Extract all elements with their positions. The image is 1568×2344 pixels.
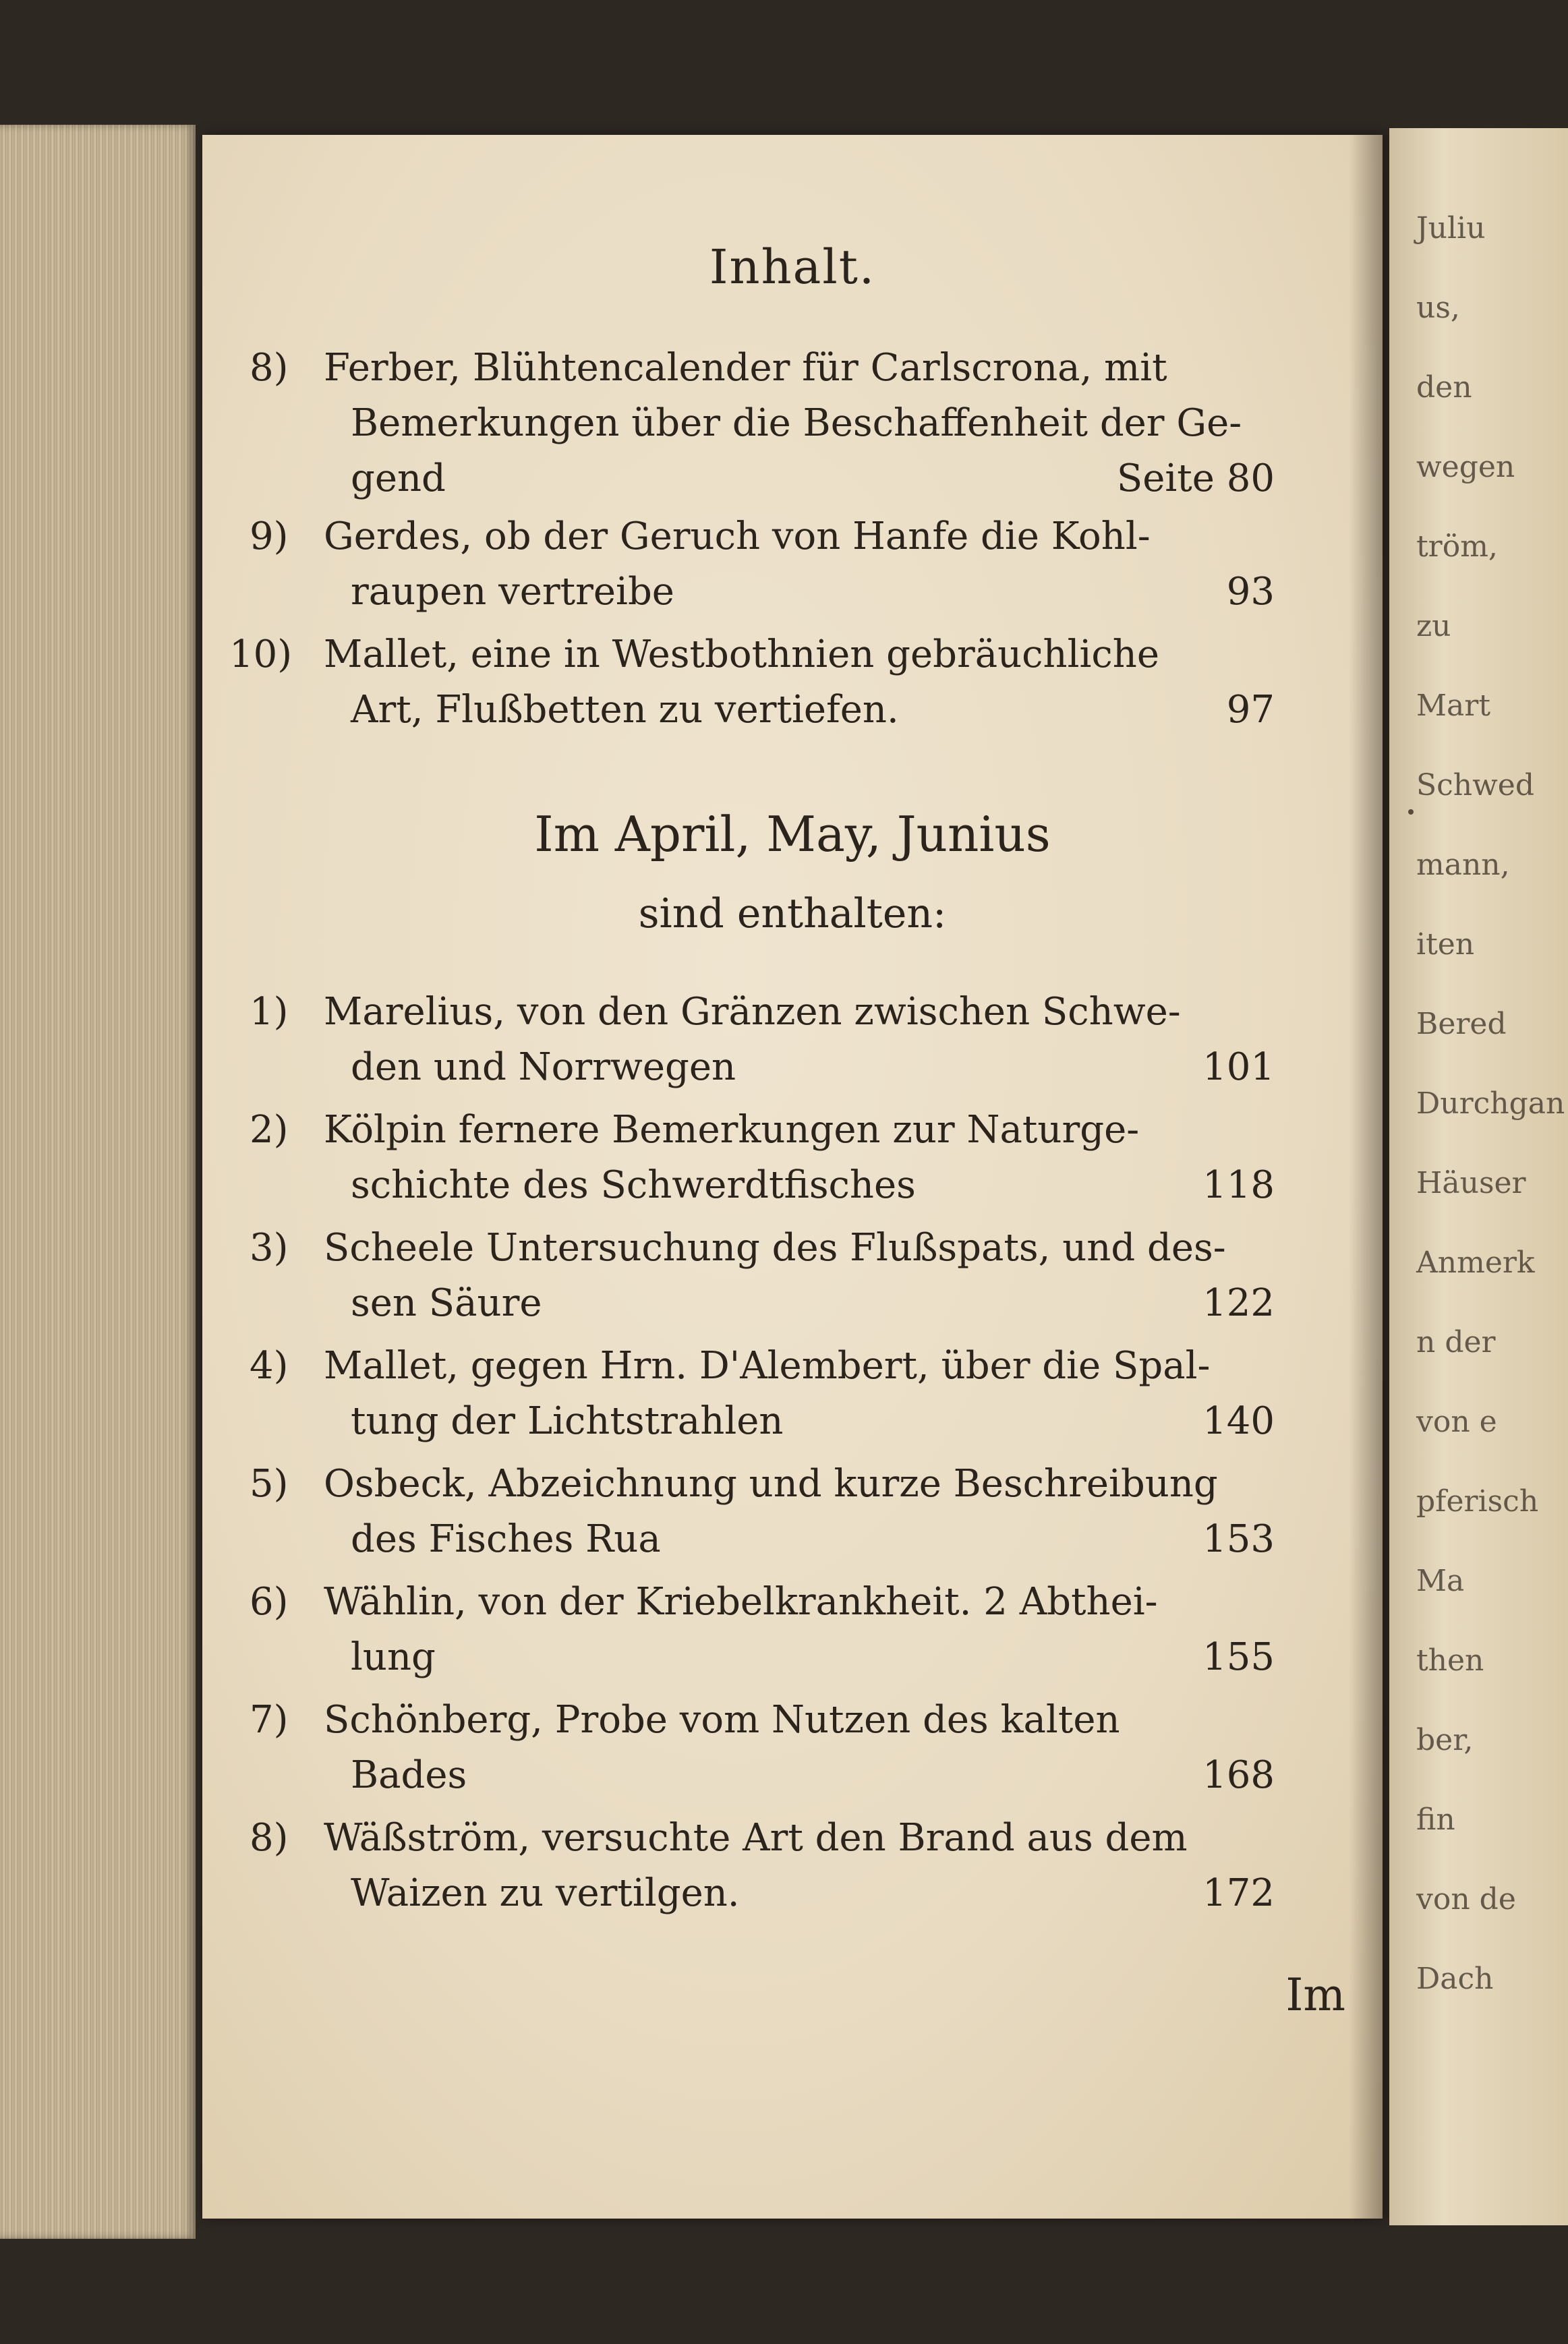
adjacent-page-fragment: Häuser xyxy=(1416,1166,1526,1200)
entry-text: lung xyxy=(351,1635,436,1679)
adjacent-page-fragment: then xyxy=(1416,1643,1484,1678)
entry-line: Ferber, Blühtencalender für Carlscrona, mit xyxy=(324,346,1167,390)
page-number: 172 xyxy=(1202,1871,1275,1915)
adjacent-page-fragment: von e xyxy=(1416,1405,1497,1439)
toc-entry xyxy=(250,1221,1275,1331)
toc-entry xyxy=(229,627,1275,738)
adjacent-page-fragment: den xyxy=(1416,370,1472,405)
entry-line: Gerdes, ob der Geruch von Hanfe die Kohl- xyxy=(324,515,1151,558)
adjacent-page-fragment: Mart xyxy=(1416,688,1490,723)
page-number: 168 xyxy=(1202,1753,1275,1797)
entry-number: 1) xyxy=(250,990,289,1034)
entry-text: schichte des Schwerdtfisches xyxy=(351,1163,916,1207)
entry-number: 7) xyxy=(250,1698,289,1742)
entry-text: Waizen zu vertilgen. xyxy=(351,1871,740,1915)
adjacent-page-fragment: Bered xyxy=(1416,1007,1507,1041)
entry-text: den und Norrwegen xyxy=(351,1045,736,1089)
toc-entry xyxy=(250,1811,1275,1921)
entry-text: raupen vertreibe xyxy=(351,570,674,614)
entry-last-line xyxy=(324,1866,1275,1921)
page-number: 140 xyxy=(1202,1399,1275,1443)
entry-last-line xyxy=(324,451,1275,506)
page-number: 118 xyxy=(1202,1163,1275,1207)
ink-speck xyxy=(1408,809,1414,815)
entry-number: 10) xyxy=(229,633,293,676)
entry-last-line xyxy=(324,1630,1275,1685)
section-title: Im April, May, Junius xyxy=(534,806,1051,862)
adjacent-page-fragment: Schwed xyxy=(1416,768,1534,802)
entry-page xyxy=(1117,451,1275,506)
entry-text: sen Säure xyxy=(351,1281,542,1325)
section-subtitle: sind enthalten: xyxy=(638,890,947,937)
entry-line: Kölpin fernere Bemerkungen zur Naturge- xyxy=(324,1108,1140,1152)
entry-last-line xyxy=(324,682,1275,738)
adjacent-page-fragment: zu xyxy=(1416,609,1451,643)
entry-text: des Fisches Rua xyxy=(351,1517,661,1561)
adjacent-page-fragment: pferisch xyxy=(1416,1484,1539,1519)
page-number: 97 xyxy=(1226,688,1275,732)
toc-entry xyxy=(250,1693,1275,1803)
adjacent-page-fragment: n der xyxy=(1416,1325,1496,1359)
page-number: 155 xyxy=(1202,1635,1275,1679)
adjacent-page-fragment: tröm, xyxy=(1416,529,1498,564)
entry-line: Bemerkungen über die Beschaffenheit der Ge- xyxy=(351,401,1242,445)
book-page-edges xyxy=(0,125,196,2239)
toc-entry xyxy=(250,341,1275,506)
catchword: Im xyxy=(1285,1969,1345,2021)
adjacent-page-fragment: mann, xyxy=(1416,848,1510,882)
page-number: 101 xyxy=(1202,1045,1275,1089)
page-prefix: Seite xyxy=(1116,457,1215,500)
entry-number: 9) xyxy=(250,515,289,558)
page-number: 122 xyxy=(1202,1281,1275,1325)
entry-number: 2) xyxy=(250,1108,289,1152)
entry-number: 5) xyxy=(250,1462,289,1506)
entry-last-line xyxy=(324,1276,1275,1331)
entry-line: Wäßström, versuchte Art den Brand aus dem xyxy=(324,1816,1188,1860)
adjacent-page-fragment: us, xyxy=(1416,291,1460,325)
toc-entry xyxy=(250,1575,1275,1685)
adjacent-page-fragment: fin xyxy=(1416,1803,1455,1837)
entry-line: Mallet, eine in Westbothnien gebräuchliche xyxy=(324,633,1159,676)
entry-last-line xyxy=(324,1158,1275,1213)
entry-number: 3) xyxy=(250,1226,289,1270)
entry-line: Osbeck, Abzeichnung und kurze Beschreibung xyxy=(324,1462,1218,1506)
toc-entry xyxy=(250,1339,1275,1449)
adjacent-page-fragment: von de xyxy=(1416,1882,1516,1916)
entry-last-line xyxy=(324,1512,1275,1567)
entry-line: Schönberg, Probe vom Nutzen des kalten xyxy=(324,1698,1120,1742)
adjacent-page xyxy=(1389,128,1568,2225)
entry-number: 4) xyxy=(250,1344,289,1388)
page-number: 80 xyxy=(1226,457,1275,500)
adjacent-page-fragment: Juliu xyxy=(1416,211,1486,245)
entry-last-line xyxy=(324,1040,1275,1095)
entry-number: 6) xyxy=(250,1580,289,1624)
entry-text: Art, Flußbetten zu vertiefen. xyxy=(351,688,899,732)
page-number: 153 xyxy=(1202,1517,1275,1561)
adjacent-page-text xyxy=(1416,189,1565,2019)
toc-entry xyxy=(250,509,1275,620)
toc-entry xyxy=(250,1103,1275,1213)
adjacent-page-fragment: iten xyxy=(1416,927,1475,962)
entry-line: Mallet, gegen Hrn. D'Alembert, über die Spal- xyxy=(324,1344,1211,1388)
adjacent-page-fragment: Anmerk xyxy=(1416,1246,1535,1280)
entry-number: 8) xyxy=(250,346,289,390)
entry-line: Scheele Untersuchung des Flußspats, und des- xyxy=(324,1226,1226,1270)
page-number: 93 xyxy=(1226,570,1275,614)
entry-number: 8) xyxy=(250,1816,289,1860)
toc-entry xyxy=(250,1457,1275,1567)
entry-last-line xyxy=(324,1748,1275,1803)
entry-text: gend xyxy=(351,457,446,500)
adjacent-page-fragment: Dach xyxy=(1416,1962,1494,1996)
page-heading: Inhalt. xyxy=(709,239,876,295)
adjacent-page-fragment: ber, xyxy=(1416,1723,1474,1757)
entry-last-line xyxy=(324,564,1275,620)
entry-line: Marelius, von den Gränzen zwischen Schwe- xyxy=(324,990,1181,1034)
entry-line: Wählin, von der Kriebelkrankheit. 2 Abthei- xyxy=(324,1580,1158,1624)
entry-last-line xyxy=(324,1394,1275,1449)
adjacent-page-fragment: Ma xyxy=(1416,1564,1465,1598)
entry-text: Bades xyxy=(351,1753,467,1797)
adjacent-page-fragment: Durchgan xyxy=(1416,1086,1565,1121)
entry-text: tung der Lichtstrahlen xyxy=(351,1399,784,1443)
adjacent-page-fragment: wegen xyxy=(1416,450,1515,484)
toc-entry xyxy=(250,985,1275,1095)
